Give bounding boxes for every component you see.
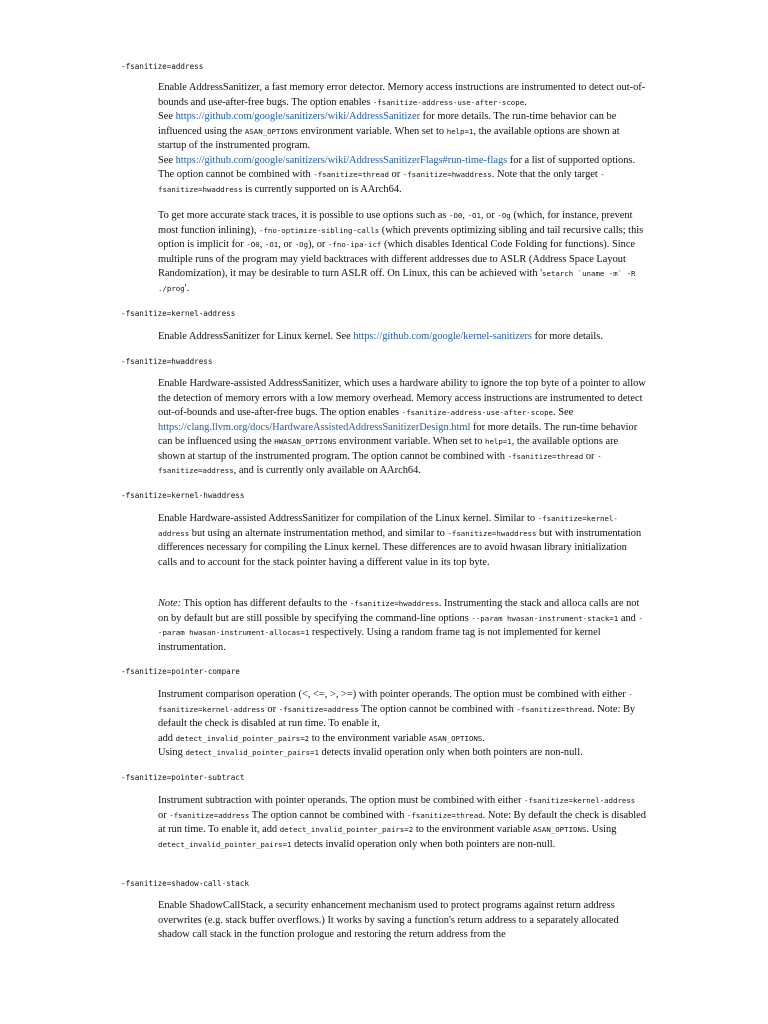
note-label: Note: xyxy=(158,598,182,609)
text: . xyxy=(482,732,485,744)
text: is currently supported on is AArch64. xyxy=(242,183,402,195)
asan-flags-link[interactable]: https://github.com/google/sanitizers/wiki/AddressSanitizerFlags#run-time-flags xyxy=(175,154,508,166)
code: -fsanitize=kernel-address xyxy=(524,796,636,805)
text: . Using xyxy=(586,824,617,835)
code: ASAN_OPTIONS xyxy=(532,825,587,834)
code: -fsanitize=address xyxy=(158,451,602,475)
text: and xyxy=(618,612,639,624)
text: (which prevents optimizing sibling and tail recursive calls; this option is implicit for xyxy=(158,224,644,250)
code: -fsanitize=kernel-address xyxy=(158,690,633,714)
text: See xyxy=(158,154,176,166)
text: Using xyxy=(158,747,186,758)
code: -fsanitize=thread xyxy=(407,810,483,820)
text: to the environment variable xyxy=(309,732,429,744)
text: . Instrumenting the stack and alloca calls are not on by default but are still possible by specifying the command-line options xyxy=(158,598,640,624)
text: . See xyxy=(553,407,574,418)
option-description-kernel-address xyxy=(158,330,646,345)
code: help=1 xyxy=(485,437,512,446)
code: -fsanitize=thread xyxy=(313,170,389,179)
text: ), or xyxy=(308,239,328,250)
text: for a list of supported options. The option cannot be combined with xyxy=(158,154,636,180)
option-term-kernel-hwaddress: -fsanitize=kernel-hwaddress xyxy=(121,491,245,500)
option-description-address xyxy=(158,81,646,197)
code: detect_invalid_pointer_pairs=1 xyxy=(185,748,319,757)
code: -fsanitize-address-use-after-scope xyxy=(401,408,553,417)
code: detect_invalid_pointer_pairs=1 xyxy=(158,839,292,849)
code: -fno-ipa-icf xyxy=(327,240,382,249)
code: -O1 xyxy=(264,240,279,249)
code: -fsanitize=hwaddress xyxy=(158,170,605,194)
code: -fsanitize=hwaddress xyxy=(402,170,492,179)
text: , the available options are shown at startup of the instrumented program. xyxy=(158,125,620,151)
text: . Note: By default the check is disabled at run time. To enable it, xyxy=(158,703,636,729)
option-term-address: -fsanitize=address xyxy=(121,62,204,71)
code: detect_invalid_pointer_pairs=2 xyxy=(175,733,310,743)
text: environment variable. When set to xyxy=(336,436,485,447)
option-description-kernel-hwaddress xyxy=(158,512,646,570)
option-term-hwaddress: -fsanitize=hwaddress xyxy=(121,357,213,366)
code: -O0 xyxy=(449,211,463,220)
kernel-sanitizers-link[interactable]: https://github.com/google/kernel-sanitizers xyxy=(353,331,532,342)
code: -fsanitize=kernel-address xyxy=(158,514,618,538)
code: HWASAN_OPTIONS xyxy=(274,437,337,446)
text: respectively. Using a random frame tag is not implemented for kernel instrumentation. xyxy=(158,627,601,653)
code: -Og xyxy=(294,240,309,249)
text: Instrument subtraction with pointer operands. The option must be combined with either xyxy=(158,795,525,806)
option-term-kernel-address: -fsanitize=kernel-address xyxy=(121,309,236,318)
option-term-pointer-compare: -fsanitize=pointer-compare xyxy=(121,667,240,676)
text: , and is currently only available on AArch64. xyxy=(233,465,421,476)
code: -fsanitize-address-use-after-scope xyxy=(372,97,525,107)
text: but using an alternate instrumentation method, and similar to xyxy=(189,527,448,539)
text: or xyxy=(158,809,170,821)
text: Instrument comparison operation (<, <=, >, >=) with pointer operands. The option must be combined with either xyxy=(158,689,629,700)
code: -fsanitize=thread xyxy=(507,451,584,461)
text: for more details. The run-time behavior can be influenced using the xyxy=(158,421,638,447)
code: -O0 xyxy=(246,240,260,249)
text: or xyxy=(583,450,598,462)
text: . xyxy=(524,96,527,108)
text: See xyxy=(158,111,176,122)
text: This option has different defaults to the xyxy=(181,598,350,609)
code: --param hwasan-instrument-allocas=1 xyxy=(158,613,643,637)
text: Enable AddressSanitizer for Linux kernel. See xyxy=(158,331,354,342)
code: -O1 xyxy=(467,211,481,220)
option-term-pointer-subtract: -fsanitize=pointer-subtract xyxy=(121,773,245,782)
code: -fno-optimize-sibling-calls xyxy=(259,225,380,235)
code: ASAN_OPTIONS xyxy=(244,126,299,136)
text: add xyxy=(158,732,176,744)
text: , or xyxy=(480,210,498,221)
option-description-address-stack-traces xyxy=(158,209,646,296)
asan-wiki-link[interactable]: https://github.com/google/sanitizers/wiki/AddressSanitizer xyxy=(175,111,421,122)
text: , xyxy=(462,210,468,221)
text: for more details. xyxy=(531,331,603,342)
text: To get more accurate stack traces, it is possible to use options such as xyxy=(158,210,449,221)
text: but with instrumentation differences necessary for compiling the Linux kernel. These differences are to avoid hwasan library initialization calls and to account for the stack pointer having a different value in its top byte. xyxy=(158,527,642,568)
option-description-kernel-hwaddress-note xyxy=(158,597,646,655)
code: -fsanitize=thread xyxy=(516,704,593,714)
hwasan-design-link[interactable]: https://clang.llvm.org/docs/HardwareAssistedAddressSanitizerDesign.html xyxy=(158,421,471,433)
code: -Og xyxy=(497,211,511,220)
text: detects invalid operation only when both pointers are non-null. xyxy=(291,838,556,850)
text: Enable Hardware-assisted AddressSanitizer for compilation of the Linux kernel. Similar to xyxy=(158,513,538,524)
text: or xyxy=(264,703,279,715)
code: -fsanitize=address xyxy=(278,704,359,714)
text: , the available options are shown at startup of the instrumented program. The option cannot be combined with xyxy=(158,436,619,462)
code: -fsanitize=address xyxy=(169,810,250,820)
text: (which disables Identical Code Folding for functions). Since multiple runs of the program may yield backtraces with different addresses due to ASLR (Address Space Layout Randomization), it may be desirable to turn ASLR off. On Linux, this can be achieved with ' xyxy=(158,239,636,279)
option-term-shadow-call-stack: -fsanitize=shadow-call-stack xyxy=(121,879,250,888)
text: Enable ShadowCallStack, a security enhancement mechanism used to protect programs against return address overwrites (e.g. stack buffer overflows.) It works by saving a function's return address to a separately allocated shadow call stack in the function prologue and restoring the return address from the xyxy=(158,900,619,940)
text: , xyxy=(259,239,265,250)
text: , or xyxy=(278,239,295,250)
code: -fsanitize=hwaddress xyxy=(447,528,537,538)
code: detect_invalid_pointer_pairs=2 xyxy=(279,825,414,834)
text: Enable AddressSanitizer, a fast memory error detector. Memory access instructions are instrumented to detect out-of-bounds and use-after-free bugs. The option enables xyxy=(158,82,646,108)
option-description-pointer-compare xyxy=(158,688,646,761)
text: for more details. The run-time behavior can be influenced using the xyxy=(158,111,617,137)
text: detects invalid operation only when both pointers are non-null. xyxy=(318,747,583,758)
option-description-hwaddress xyxy=(158,377,646,479)
code: ASAN_OPTIONS xyxy=(428,733,483,743)
text: . Note: By default the check is disabled at run time. To enable it, add xyxy=(158,809,646,835)
option-description-pointer-subtract xyxy=(158,794,646,852)
code: help=1 xyxy=(446,126,474,136)
text: '. xyxy=(184,282,190,294)
text: or xyxy=(388,169,403,180)
code: setarch `uname -m` -R ./prog xyxy=(158,269,636,293)
text: (which, for instance, prevent most function inlining), xyxy=(158,210,633,236)
text: The option cannot be combined with xyxy=(358,703,517,715)
text: to the environment variable xyxy=(413,824,533,835)
code: --param hwasan-instrument-stack=1 xyxy=(471,613,619,623)
text: environment variable. When set to xyxy=(298,125,447,137)
text: . Note that the only target xyxy=(491,169,601,180)
code: -fsanitize=hwaddress xyxy=(349,599,439,608)
text: Enable Hardware-assisted AddressSanitizer, which uses a hardware ability to ignore the top byte of a pointer to allow the detection of memory errors with a low memory overhead. Memory access instructions are instrumented to detect out-of-bounds and use-after-free bugs. The option enables xyxy=(158,378,646,418)
option-description-shadow-call-stack xyxy=(158,899,646,943)
text: The option cannot be combined with xyxy=(249,809,408,821)
